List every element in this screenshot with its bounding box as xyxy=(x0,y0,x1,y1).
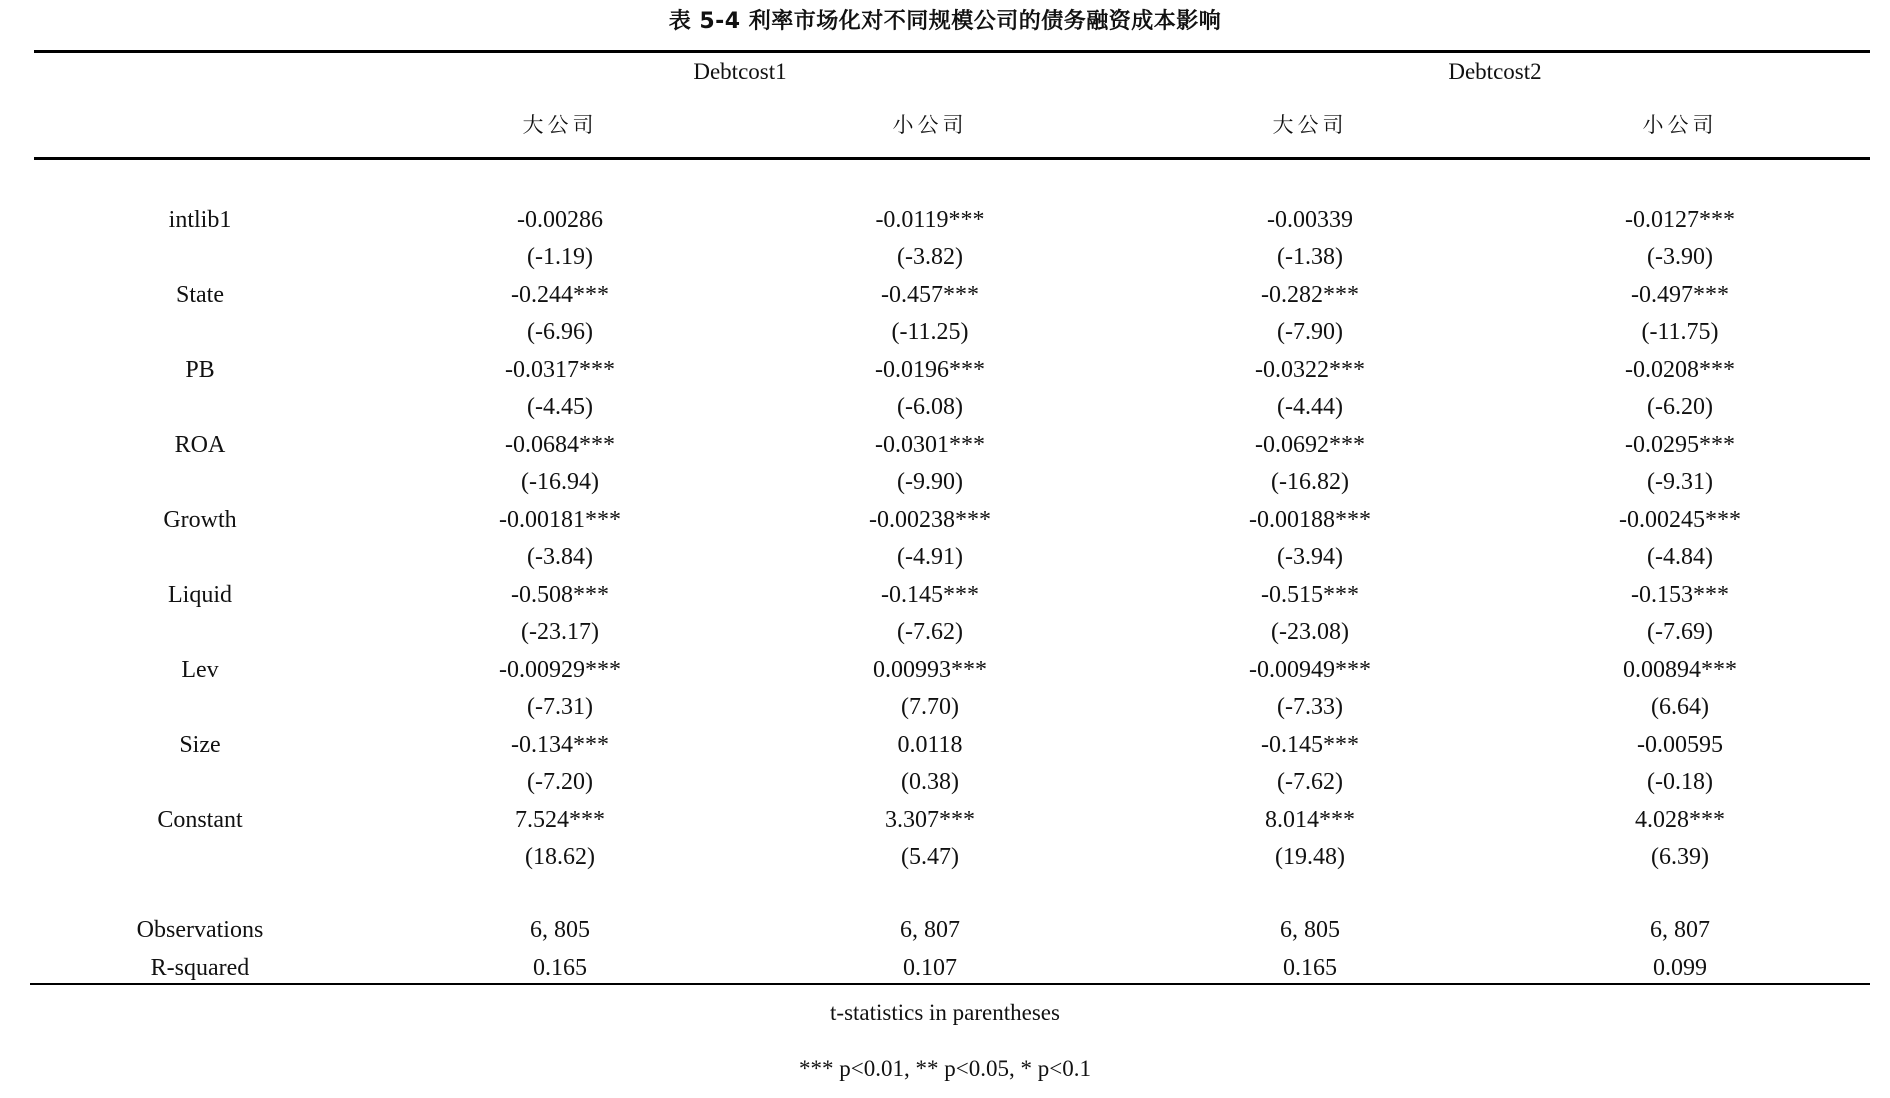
t-stat-cell: (-23.08) xyxy=(1271,619,1349,645)
stat-value: 6, 805 xyxy=(530,917,590,943)
t-stat-cell: (-4.91) xyxy=(897,544,963,570)
t-stat-cell: (-4.44) xyxy=(1277,394,1343,420)
stat-value: 6, 807 xyxy=(1650,917,1710,943)
row-label: Growth xyxy=(163,507,237,533)
coef-cell: -0.00339 xyxy=(1267,207,1353,233)
header-rule xyxy=(34,157,1870,160)
t-stat-cell: (-16.82) xyxy=(1271,469,1349,495)
note-t-statistics: t-statistics in parentheses xyxy=(830,1000,1060,1025)
row-label: State xyxy=(176,282,224,308)
t-stat-cell: (5.47) xyxy=(901,844,959,870)
t-stat-cell: (-1.19) xyxy=(527,244,593,270)
coef-cell: 0.00894*** xyxy=(1623,657,1737,683)
t-stat-cell: (-7.62) xyxy=(1277,769,1343,795)
t-stat-cell: (-3.94) xyxy=(1277,544,1343,570)
coef-cell: -0.0684*** xyxy=(505,432,615,458)
stat-value: 0.099 xyxy=(1653,955,1707,981)
stat-value: 0.165 xyxy=(1283,955,1337,981)
t-stat-cell: (-7.69) xyxy=(1647,619,1713,645)
coef-cell: -0.153*** xyxy=(1631,582,1729,608)
t-stat-cell: (-6.08) xyxy=(897,394,963,420)
coef-cell: 0.0118 xyxy=(897,732,963,758)
coef-cell: -0.0127*** xyxy=(1625,207,1735,233)
group-header-debtcost2: Debtcost2 xyxy=(1448,59,1542,84)
stat-value: 0.107 xyxy=(903,955,957,981)
coef-cell: -0.0196*** xyxy=(875,357,985,383)
t-stat-cell: (6.39) xyxy=(1651,844,1709,870)
coef-cell: -0.244*** xyxy=(511,282,609,308)
stat-value: 0.165 xyxy=(533,955,587,981)
t-stat-cell: (-3.82) xyxy=(897,244,963,270)
row-label: Lev xyxy=(181,657,219,683)
stat-label: Observations xyxy=(136,917,264,943)
top-rule xyxy=(34,50,1870,53)
coef-cell: -0.457*** xyxy=(881,282,979,308)
row-label: PB xyxy=(185,357,215,383)
coef-cell: -0.0208*** xyxy=(1625,357,1735,383)
coef-cell: -0.0692*** xyxy=(1255,432,1365,458)
coef-cell: -0.00188*** xyxy=(1249,507,1371,533)
stat-label: R-squared xyxy=(150,955,250,981)
t-stat-cell: (-11.25) xyxy=(891,319,969,345)
t-stat-cell: (-4.84) xyxy=(1647,544,1713,570)
t-stat-cell: (-3.84) xyxy=(527,544,593,570)
subheader-small-1: 小公司 xyxy=(892,113,968,137)
coef-cell: -0.00929*** xyxy=(499,657,621,683)
t-stat-cell: (-7.31) xyxy=(527,694,593,720)
coef-cell: -0.0119*** xyxy=(875,207,985,233)
coef-cell: -0.508*** xyxy=(511,582,609,608)
coef-cell: 4.028*** xyxy=(1635,807,1725,833)
t-stat-cell: (-9.90) xyxy=(897,469,963,495)
coef-cell: -0.0317*** xyxy=(505,357,615,383)
t-stat-cell: (-7.33) xyxy=(1277,694,1343,720)
t-stat-cell: (-3.90) xyxy=(1647,244,1713,270)
subheader-large-1: 大公司 xyxy=(522,113,598,137)
coef-cell: -0.515*** xyxy=(1261,582,1359,608)
row-label: Liquid xyxy=(168,582,232,608)
coef-cell: 0.00993*** xyxy=(873,657,987,683)
t-stat-cell: (-1.38) xyxy=(1277,244,1343,270)
coef-cell: -0.00595 xyxy=(1637,732,1723,758)
t-stat-cell: (-7.20) xyxy=(527,769,593,795)
coef-cell: 8.014*** xyxy=(1265,807,1355,833)
bottom-rule xyxy=(30,983,1870,985)
coef-cell: -0.00181*** xyxy=(499,507,621,533)
coef-cell: -0.134*** xyxy=(511,732,609,758)
t-stat-cell: (-9.31) xyxy=(1647,469,1713,495)
coef-cell: -0.00238*** xyxy=(869,507,991,533)
group-header-debtcost1: Debtcost1 xyxy=(693,59,787,84)
t-stat-cell: (-6.20) xyxy=(1647,394,1713,420)
coef-cell: 7.524*** xyxy=(515,807,605,833)
t-stat-cell: (-7.90) xyxy=(1277,319,1343,345)
row-label: Constant xyxy=(157,807,243,833)
coef-cell: -0.0322*** xyxy=(1255,357,1365,383)
row-label: ROA xyxy=(174,432,226,458)
coef-cell: -0.497*** xyxy=(1631,282,1729,308)
coef-cell: -0.145*** xyxy=(881,582,979,608)
coef-cell: 3.307*** xyxy=(885,807,975,833)
t-stat-cell: (6.64) xyxy=(1651,694,1709,720)
row-label: intlib1 xyxy=(168,207,232,233)
t-stat-cell: (0.38) xyxy=(901,769,959,795)
coef-cell: -0.00245*** xyxy=(1619,507,1741,533)
t-stat-cell: (-23.17) xyxy=(521,619,599,645)
t-stat-cell: (-16.94) xyxy=(521,469,599,495)
subheader-small-2: 小公司 xyxy=(1642,113,1718,137)
t-stat-cell: (-7.62) xyxy=(897,619,963,645)
t-stat-cell: (19.48) xyxy=(1275,844,1345,870)
coef-cell: -0.00286 xyxy=(517,207,603,233)
stat-value: 6, 807 xyxy=(900,917,960,943)
t-stat-cell: (18.62) xyxy=(525,844,595,870)
stat-value: 6, 805 xyxy=(1280,917,1340,943)
t-stat-cell: (-4.45) xyxy=(527,394,593,420)
t-stat-cell: (-6.96) xyxy=(527,319,593,345)
coef-cell: -0.282*** xyxy=(1261,282,1359,308)
t-stat-cell: (7.70) xyxy=(901,694,959,720)
table-caption: 表 5-4 利率市场化对不同规模公司的债务融资成本影响 xyxy=(668,9,1222,34)
note-significance: *** p<0.01, ** p<0.05, * p<0.1 xyxy=(799,1056,1091,1081)
row-label: Size xyxy=(179,732,221,758)
coef-cell: -0.0301*** xyxy=(875,432,985,458)
coef-cell: -0.00949*** xyxy=(1249,657,1371,683)
t-stat-cell: (-11.75) xyxy=(1641,319,1719,345)
subheader-large-2: 大公司 xyxy=(1272,113,1348,137)
t-stat-cell: (-0.18) xyxy=(1647,769,1713,795)
coef-cell: -0.0295*** xyxy=(1625,432,1735,458)
coef-cell: -0.145*** xyxy=(1261,732,1359,758)
